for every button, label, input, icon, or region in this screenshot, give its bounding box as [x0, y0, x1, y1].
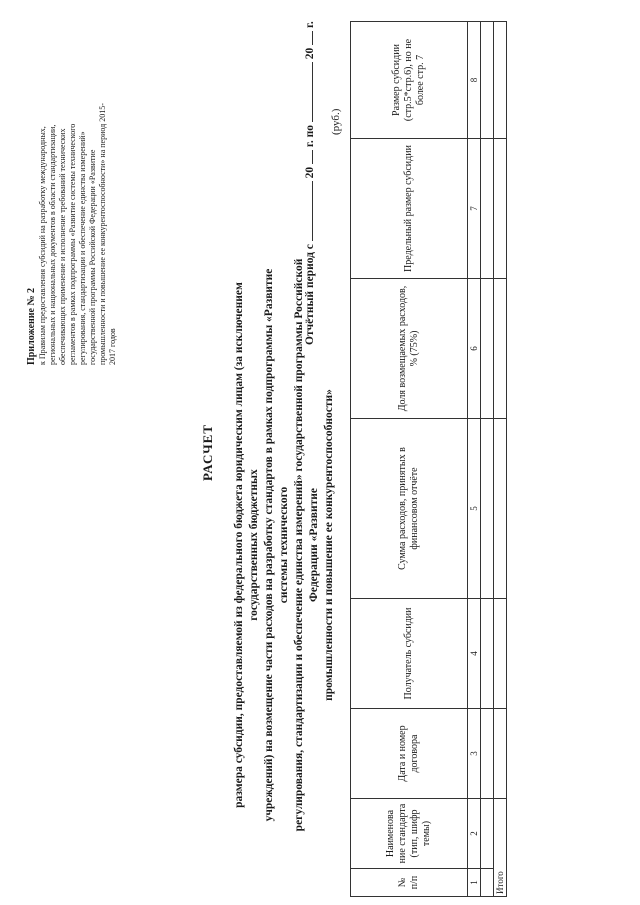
appendix-line: 2017 годов	[108, 328, 117, 365]
column-number: 7	[468, 139, 481, 279]
subtitle-line: учреждений) на возмещение части расходов на разработку стандартов в рамках подпрограммы «Развитие системы технического	[263, 268, 290, 822]
appendix-line: обеспечивающих применение и исполнение требований технических	[58, 128, 67, 365]
appendix-block	[26, 65, 118, 365]
table-cell[interactable]	[494, 279, 507, 419]
period-start-blank[interactable]	[302, 181, 313, 241]
table-cell[interactable]	[494, 419, 507, 599]
period-year-start: 20	[304, 166, 316, 179]
header-cell: Предельный размер субсидии	[351, 139, 468, 279]
appendix-line: государственной программы Российской Федерации «Развитие	[88, 149, 97, 365]
appendix-line: к Правилам предоставления субсидий на разработку международных,	[38, 126, 47, 365]
appendix-line: регламентов в рамках подпрограммы «Развитие системы технического	[68, 123, 77, 365]
table-row	[481, 22, 494, 897]
table-cell[interactable]	[481, 709, 494, 799]
document-subtitle	[232, 245, 337, 845]
header-cell: Размер субсидии (стр.5*стр.6), но не более стр. 7	[351, 22, 468, 139]
table-cell[interactable]	[481, 279, 494, 419]
column-number: 3	[468, 709, 481, 799]
column-number: 6	[468, 279, 481, 419]
period-year-start-blank[interactable]	[302, 150, 313, 164]
period-label: Отчётный период с	[304, 244, 316, 345]
column-number: 2	[468, 799, 481, 869]
header-cell: Дата и номер договора	[351, 709, 468, 799]
table-cell[interactable]	[481, 22, 494, 139]
subtitle-line: промышленности и повышение ее конкурентоспособности»	[323, 389, 335, 701]
column-number: 8	[468, 22, 481, 139]
period-end-label: г.	[304, 21, 316, 29]
reporting-period	[302, 21, 316, 345]
table-cell[interactable]	[494, 709, 507, 799]
total-label: Итого	[494, 799, 507, 897]
subtitle-line: размера субсидии, предоставляемой из федерального бюджета юридическим лицам (за исключением государственных бюджетных	[233, 282, 260, 808]
period-end-blank[interactable]	[302, 62, 313, 122]
column-number-row	[468, 22, 481, 897]
table-cell[interactable]	[494, 22, 507, 139]
subsidy-calculation-table	[350, 21, 507, 897]
subtitle-line: регулирования, стандартизации и обеспечение единства измерений» государственной программы Российской Федерации «Развитие	[293, 258, 320, 832]
header-cell: Наименова ние стандарта (тип, шифр темы)	[351, 799, 468, 869]
table-cell[interactable]	[481, 139, 494, 279]
column-number: 5	[468, 419, 481, 599]
table-cell[interactable]	[494, 139, 507, 279]
period-year-end: 20	[304, 47, 316, 60]
table-cell[interactable]	[481, 419, 494, 599]
appendix-line: регулирования, стандартизации и обеспечение единства измерений»	[78, 131, 87, 365]
header-row	[351, 22, 468, 897]
header-cell: Получатель субсидии	[351, 599, 468, 709]
period-mid-label: г. по	[304, 125, 316, 148]
column-number: 4	[468, 599, 481, 709]
table-cell[interactable]	[481, 799, 494, 869]
table-cell[interactable]	[494, 599, 507, 709]
currency-unit: (руб.)	[330, 108, 342, 135]
appendix-title: Приложение № 2	[26, 287, 37, 365]
table-cell[interactable]	[481, 599, 494, 709]
total-row	[494, 22, 507, 897]
period-year-end-blank[interactable]	[302, 31, 313, 45]
appendix-line: региональных и национальных документов в области стандартизации,	[48, 124, 57, 365]
header-cell: № п/п	[351, 869, 468, 897]
header-cell: Сумма расходов, принятых в финансовом отчёте	[351, 419, 468, 599]
document-title: РАСЧЕТ	[200, 424, 215, 481]
table-cell[interactable]	[481, 869, 494, 897]
column-number: 1	[468, 869, 481, 897]
header-cell: Доля возмещаемых расходов, % (75%)	[351, 279, 468, 419]
appendix-line: промышленности и повышение ее конкурентоспособности» на период 2015-	[98, 103, 107, 365]
